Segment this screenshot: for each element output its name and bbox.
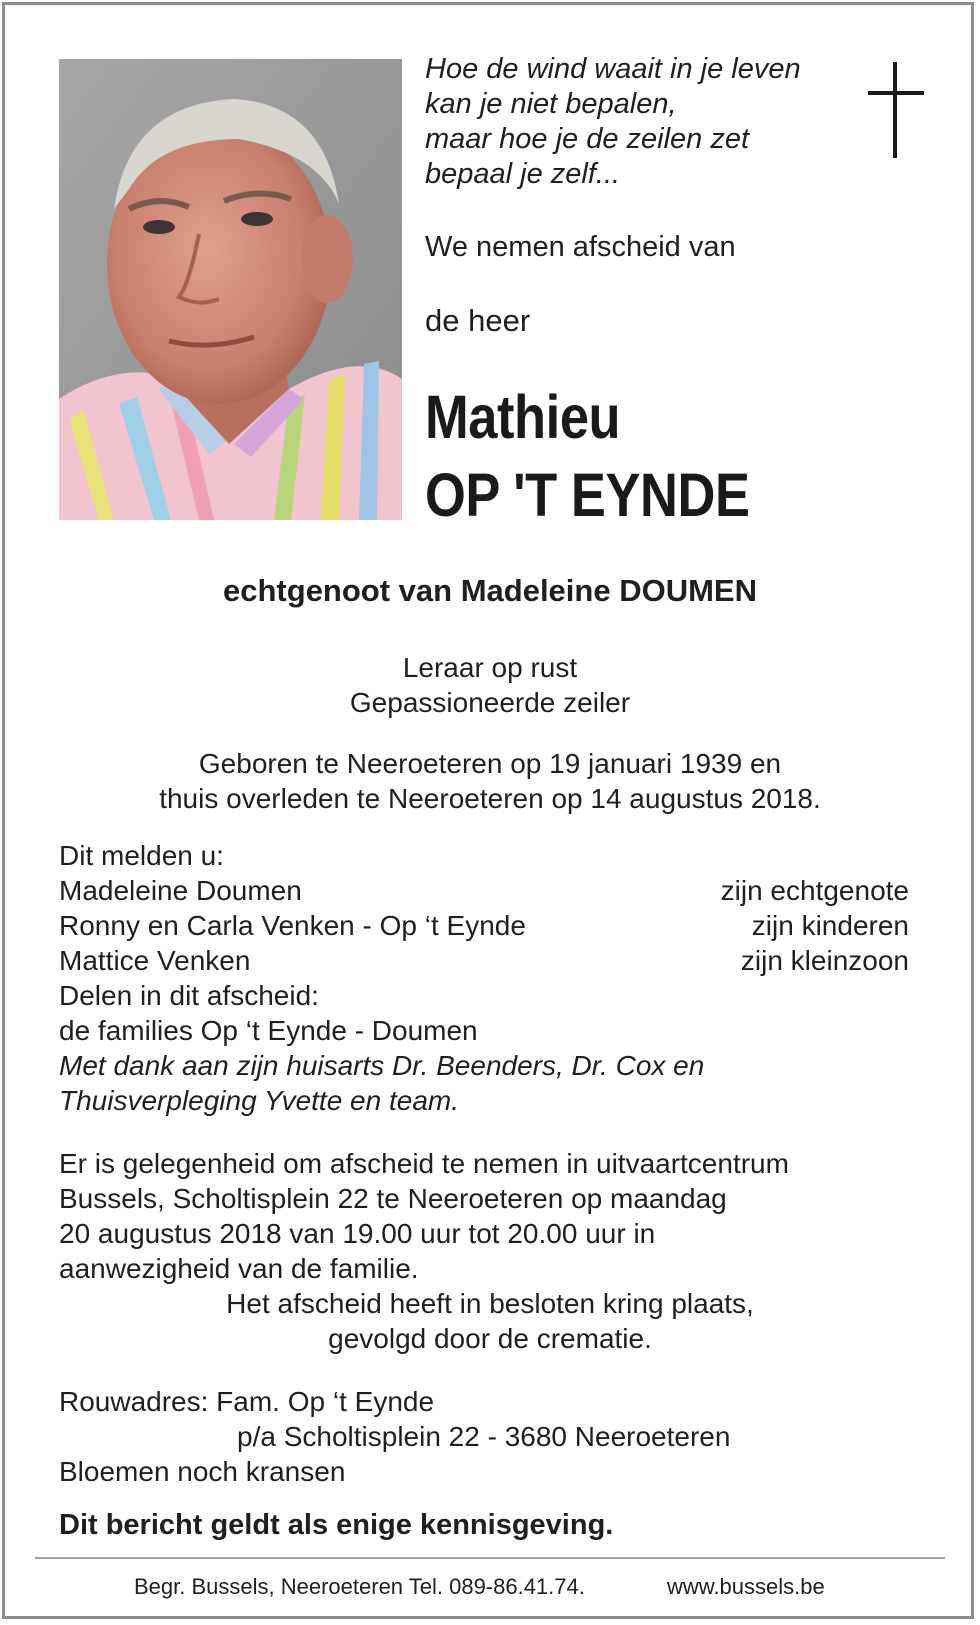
address-label: Rouwadres: Fam. Op ‘t Eynde xyxy=(59,1386,435,1417)
thanks-line: Thuisverpleging Yvette en team. xyxy=(59,1085,460,1116)
cross-icon xyxy=(868,62,924,158)
thanks-line: Met dank aan zijn huisarts Dr. Beenders, Dr. Cox en xyxy=(59,1050,705,1081)
farewell-intro: We nemen afscheid van xyxy=(425,231,736,263)
deceased-name xyxy=(425,378,750,534)
poem-line: maar hoe je de zeilen zet xyxy=(425,123,750,155)
life-dates xyxy=(0,746,980,816)
family-name: Ronny en Carla Venken - Op ‘t Eynde xyxy=(59,910,526,941)
role-line: Leraar op rust xyxy=(402,652,578,683)
portrait-photo xyxy=(59,59,402,520)
visitation-line: Er is gelegenheid om afscheid te nemen in uitvaartcentrum xyxy=(59,1148,789,1179)
address-line: p/a Scholtisplein 22 - 3680 Neeroeteren xyxy=(237,1421,731,1452)
role-line: Gepassioneerde zeiler xyxy=(349,687,631,718)
family-name: Mattice Venken xyxy=(59,945,251,976)
deceased-first-name: Mathieu xyxy=(425,383,621,451)
share-intro: Delen in dit afscheid: xyxy=(59,980,319,1011)
spouse-line: echtgenoot van Madeleine DOUMEN xyxy=(223,573,757,608)
ceremony-line: gevolgd door de crematie. xyxy=(328,1323,652,1354)
visitation-line: aanwezigheid van de familie. xyxy=(59,1253,419,1284)
visitation-line: Bussels, Scholtisplein 22 te Neeroeteren op maandag xyxy=(59,1183,727,1214)
footer-divider xyxy=(35,1557,945,1559)
roles xyxy=(0,650,980,720)
family-relation: zijn kinderen xyxy=(751,910,909,941)
thanks xyxy=(59,1048,704,1118)
poem xyxy=(425,52,801,192)
poem-line: Hoe de wind waait in je leven xyxy=(425,53,801,85)
date-line: thuis overleden te Neeroeteren op 14 augustus 2018. xyxy=(159,783,821,814)
ceremony xyxy=(0,1286,980,1356)
honorific: de heer xyxy=(425,303,531,338)
date-line: Geboren te Neeroeteren op 19 januari 1939 en xyxy=(198,748,782,779)
announce-intro: Dit melden u: xyxy=(59,840,224,871)
funeral-home: Begr. Bussels, Neeroeteren Tel. 089-86.41.74. xyxy=(134,1574,585,1599)
visitation-line: 20 augustus 2018 van 19.00 uur tot 20.00 uur in xyxy=(59,1218,656,1249)
poem-line: bepaal je zelf... xyxy=(425,158,621,190)
family-name: Madeleine Doumen xyxy=(59,875,302,906)
flowers-note: Bloemen noch kransen xyxy=(59,1456,346,1487)
notice: Dit bericht geldt als enige kennisgeving. xyxy=(59,1509,614,1541)
family-relation: zijn echtgenote xyxy=(720,875,909,906)
share-families: de families Op ‘t Eynde - Doumen xyxy=(59,1015,478,1046)
visitation xyxy=(59,1146,789,1286)
poem-line: kan je niet bepalen, xyxy=(425,88,677,120)
ceremony-line: Het afscheid heeft in besloten kring plaats, xyxy=(226,1288,754,1319)
deceased-last-name: OP 'T EYNDE xyxy=(425,461,750,529)
website-link[interactable]: www.bussels.be xyxy=(667,1574,825,1599)
family-relation: zijn kleinzoon xyxy=(740,945,909,976)
